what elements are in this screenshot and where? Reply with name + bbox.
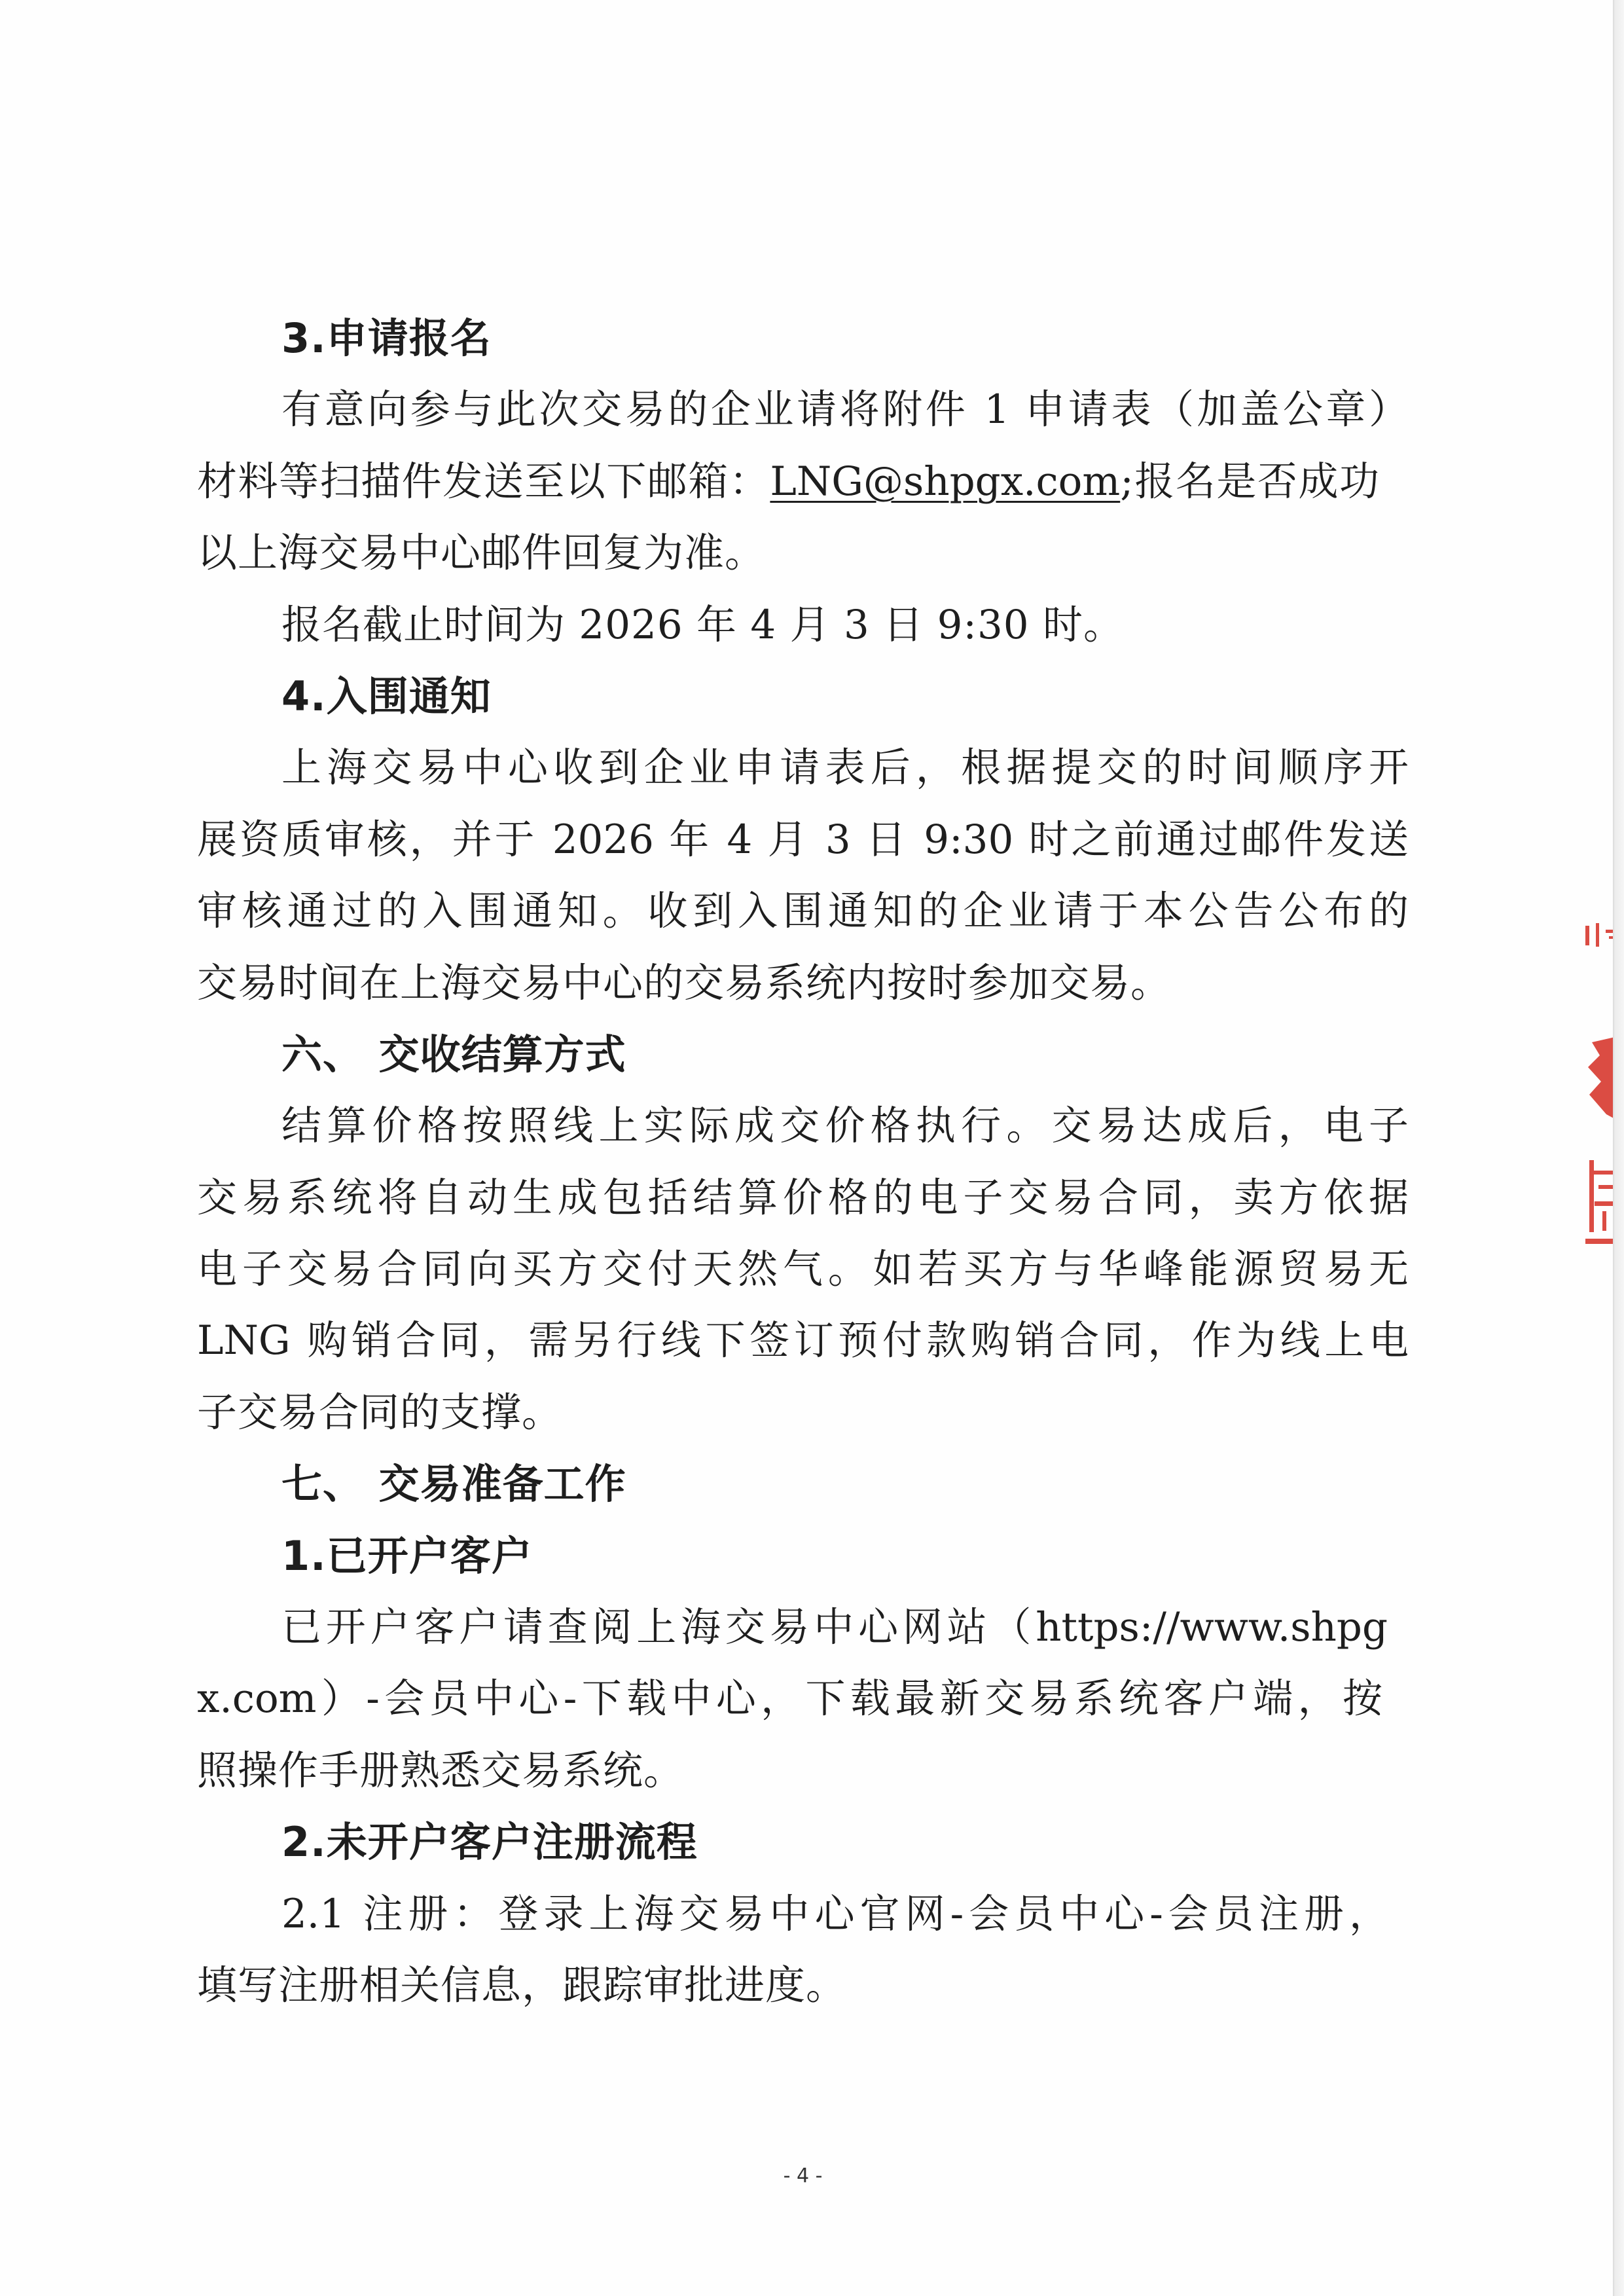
body-line: 以上海交易中心邮件回复为准。 <box>197 530 766 577</box>
subsection-heading: 1.已开户客户 <box>281 1531 533 1580</box>
body-line: 展资质审核，并于 2026 年 4 月 3 日 9:30 时之前通过邮件发送 <box>197 816 1409 863</box>
email-address: LNG@shpgx.com <box>770 458 1121 505</box>
section-heading: 六、 交收结算方式 <box>281 1030 626 1078</box>
subsection-heading: 2.未开户客户注册流程 <box>281 1818 698 1867</box>
body-line: 有意向参与此次交易的企业请将附件 1 申请表（加盖公章） <box>281 386 1409 433</box>
body-line: 子交易合同的支撑。 <box>197 1389 563 1436</box>
body-text: 材料等扫描件发送至以下邮箱： <box>197 458 770 505</box>
body-line: 结算价格按照线上实际成交价格执行。交易达成后，电子 <box>281 1102 1409 1150</box>
body-line: 已开户客户请查阅上海交易中心网站（https://www.shpg <box>281 1604 1388 1651</box>
body-line: LNG 购销合同，需另行线下签订预付款购销合同，作为线上电 <box>197 1317 1409 1364</box>
body-line: 交易时间在上海交易中心的交易系统内按时参加交易。 <box>197 959 1172 1006</box>
body-line: 电子交易合同向买方交付天然气。如若买方与华峰能源贸易无 <box>197 1246 1409 1293</box>
body-line: 审核通过的入围通知。收到入围通知的企业请于本公告公布的 <box>197 888 1409 935</box>
body-line: 交易系统将自动生成包括结算价格的电子交易合同，卖方依据 <box>197 1174 1409 1221</box>
section-heading: 3.申请报名 <box>281 314 492 362</box>
body-line: 2.1 注册：登录上海交易中心官网-会员中心-会员注册， <box>281 1890 1389 1937</box>
body-line <box>197 446 1409 517</box>
body-line: 报名截止时间为 2026 年 4 月 3 日 9:30 时。 <box>281 601 1124 648</box>
body-line: x.com）-会员中心-下载中心，下载最新交易系统客户端，按 <box>197 1675 1382 1722</box>
page-number: - 4 - <box>783 2164 823 2187</box>
body-line: 照操作手册熟悉交易系统。 <box>197 1747 685 1794</box>
document-body <box>197 302 1409 2021</box>
section-heading: 七、 交易准备工作 <box>281 1460 626 1508</box>
scan-edge <box>1613 0 1624 2296</box>
body-text: ;报名是否成功 <box>1120 458 1379 505</box>
body-line: 上海交易中心收到企业申请表后，根据提交的时间顺序开 <box>281 744 1409 792</box>
section-heading: 4.入围通知 <box>281 672 492 720</box>
body-line: 填写注册相关信息，跟踪审批进度。 <box>197 1961 847 2009</box>
